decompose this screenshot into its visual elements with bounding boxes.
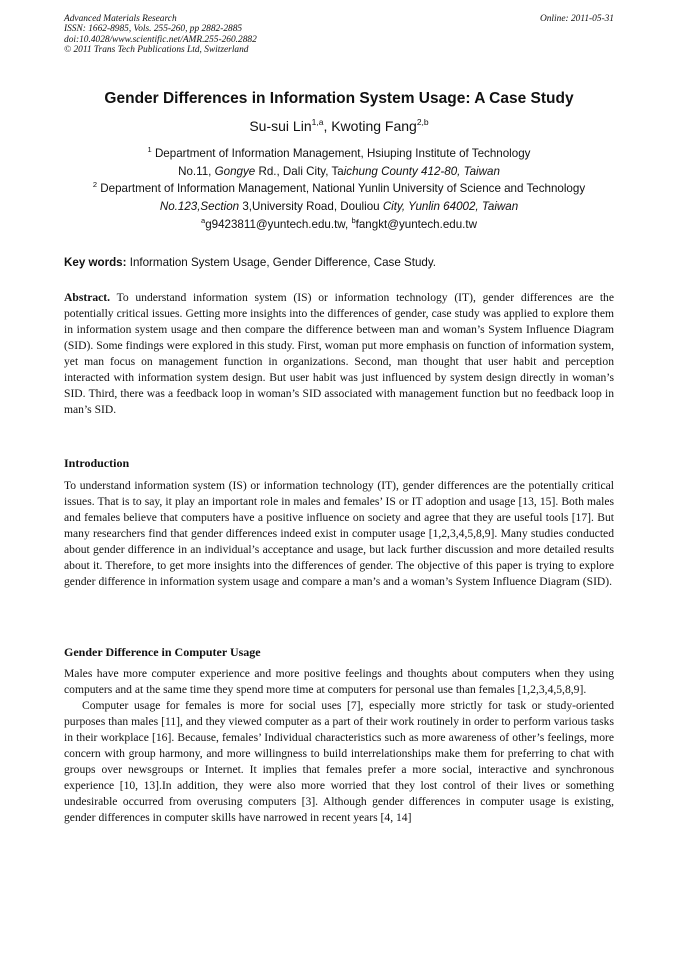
gender-paragraph-2: Computer usage for females is more for social uses [7], especially more strictly for task or study-oriented purposes than males [11], and they viewed computer as a part of their work routinely in order to perform various tasks in their workplace [16]. Because, females’ Individual characteristics such as more awareness of other’s feelings, more concern with group harmony, and more willingness to build interrelationships make them for preferring to chat with groups over newsgroups or Internet. It implies that females prefer a more social, interactive and synchronous experience [10, 13].In addition, they were also more worried that they lost control of their lives or something undesirable occurred from overusing computers [3]. Although gender differences in computer usage is existing, gender differences in computer skills have narrowed in recent years [4, 14]: [64, 699, 614, 824]
email-line: $^a$g9423811@yuntech.edu.tw, $^b$fangkt@yuntech.edu.tw: [201, 216, 477, 231]
paper-title: Gender Differences in Information System Usage: A Case Study: [104, 90, 574, 107]
affiliation-1: [0, 145, 678, 181]
online-date: Online: 2011-05-31: [539, 14, 614, 24]
journal-header: [64, 14, 257, 56]
issn-line: ISSN: 1662-8985, Vols. 255-260, pp 2882-2885: [64, 24, 243, 35]
gender-paragraph-1: Males have more computer experience and more positive feelings and thoughts about computers when they using computers and at the same time they spend more time at computers for personal use than females [1,2,3,4,5,8,9].: [64, 667, 614, 696]
abstract: [64, 290, 614, 418]
email-2: fangkt@yuntech.edu.tw: [355, 218, 477, 231]
author-1: Su-sui Lin: [249, 118, 312, 134]
author-line: [0, 118, 678, 134]
introduction-text: To understand information system (IS) or information technology (IT), gender differences are the potentially critical issues. That is to say, it play an important role in males and females’ IS or IT adoption and usage [13, 15]. Both males and females believe that computers have a positive influence on society and agree that they are useful tools [17]. But many researchers find that gender differences indeed exist in computer usage [1,2,3,4,5,8,9]. Many studies conducted about gender difference in an individual’s acceptance and usage, but lack further discussion and more detailed results about it. Therefore, to get more insights into the differences of gender. The objective of this paper is trying to explore gender difference in information system usage and compare a man’s and a woman’s System Influence Diagram (SID).: [64, 479, 614, 588]
gender-difference-heading: Gender Difference in Computer Usage: [64, 645, 261, 659]
affiliation-2-address: No.123,Section 3,University Road, Douliou City, Yunlin 64002, Taiwan: [159, 200, 519, 213]
affiliation-1-department: Department of Information Management, Hsiuping Institute of Technology: [154, 147, 531, 160]
author-2: Kwoting Fang: [331, 118, 417, 134]
keywords-text: Information System Usage, Gender Difference, Case Study.: [126, 256, 437, 269]
abstract-text: To understand information system (IS) or information technology (IT), gender differences are the potentially critical issues. Getting more insights into the differences of gender, case study was applied to explore them in information system usage and then compare the difference between man and woman’s System Influence Diagram (SID). Some findings were explored in this study. First, woman put more emphasis on function of information system, yet man focus on management function in organizations. Second, man thought that user habit and perception interacted with information system design. But user habit was just influenced by system design directly in woman’s SID. Third, there was a feedback loop in woman’s SID associated with management function but no feedback loop in man’s SID.: [64, 291, 614, 416]
email-1: g9423811@yuntech.edu.tw,: [205, 218, 352, 231]
journal-name: Advanced Materials Research: [64, 14, 177, 24]
abstract-label: Abstract.: [64, 291, 111, 304]
author-separator: ,: [323, 118, 332, 134]
author-2-affiliation-mark: 2,b: [416, 117, 429, 127]
author-1-affiliation-mark: 1,a: [311, 117, 324, 127]
affiliation-2-number: 2: [92, 180, 98, 189]
affiliation-1-address: No.11, Gongye Rd., Dali City, Taichung County 412-80, Taiwan: [178, 165, 500, 178]
gender-difference-section: [64, 666, 614, 826]
copyright-line: © 2011 Trans Tech Publications Ltd, Switzerland: [64, 45, 249, 56]
affiliation-1-number: 1: [147, 145, 152, 154]
keywords-label: Key words:: [64, 256, 127, 269]
affiliation-2: [0, 180, 678, 216]
introduction-heading: Introduction: [64, 456, 130, 470]
keywords: [64, 256, 614, 269]
doi-line: doi:10.4028/www.scientific.net/AMR.255-260.2882: [64, 34, 257, 45]
affiliation-2-department: Department of Information Management, National Yunlin University of Science and Technology: [100, 182, 586, 195]
